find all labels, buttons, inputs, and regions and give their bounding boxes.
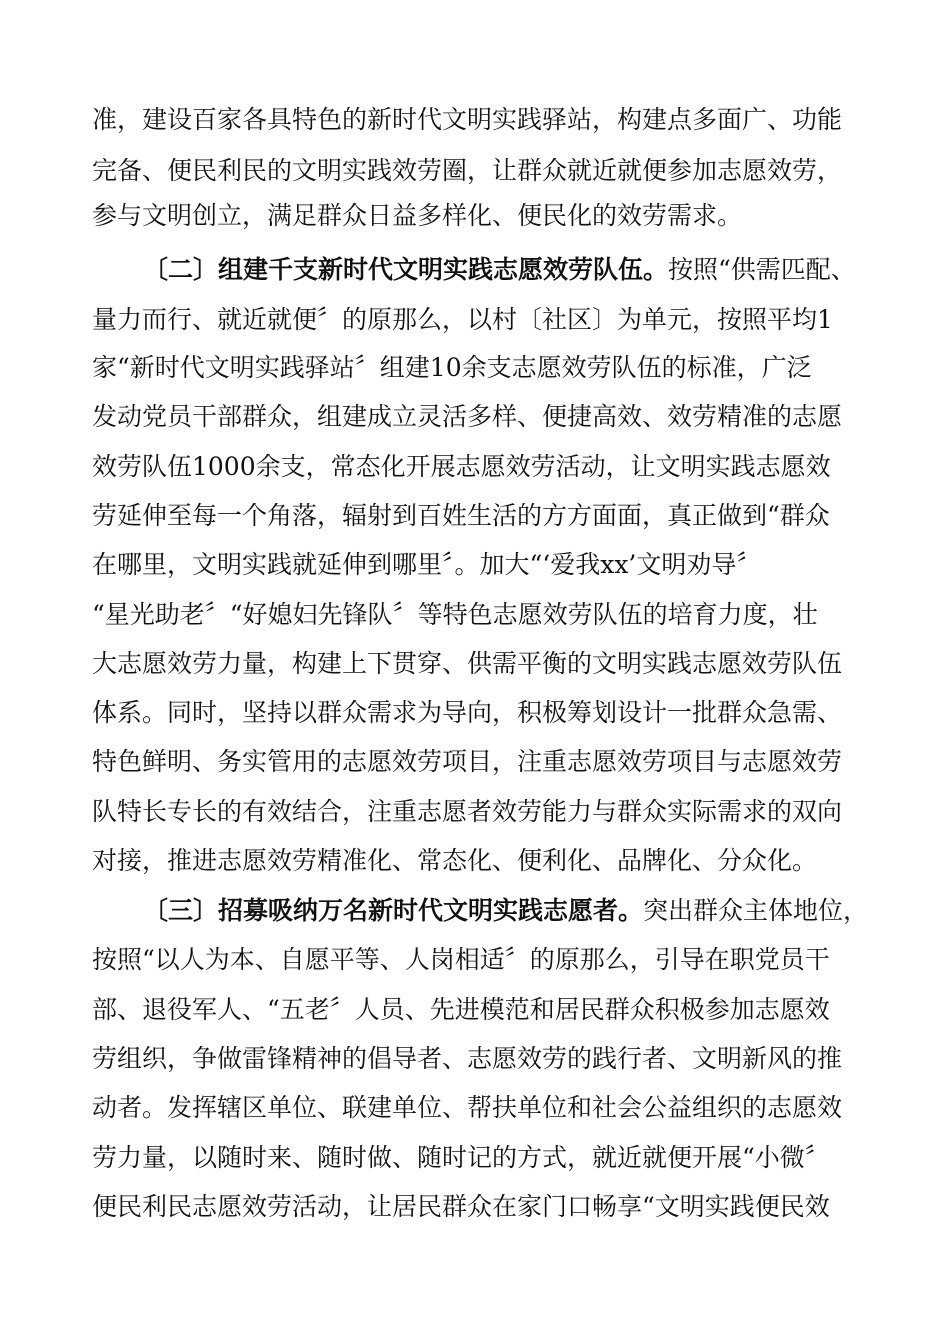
paragraph-line: 大志愿效劳力量，构建上下贯穿、供需平衡的文明实践志愿效劳队伍 bbox=[92, 649, 843, 678]
paragraph-line: 发动党员干部群众，组建成立灵活多样、便捷高效、效劳精准的志愿 bbox=[92, 402, 843, 431]
paragraph-line: 劳组织，争做雷锋精神的倡导者、志愿效劳的践行者、文明新风的推 bbox=[92, 1044, 843, 1073]
paragraph-line: 在哪里，文明实践就延伸到哪里〞。加大“‘爱我xx’文明劝导〞 bbox=[92, 550, 762, 579]
section-3-lead-text: 突出群众主体地位， bbox=[643, 896, 869, 925]
section-2-first-line bbox=[143, 250, 862, 290]
paragraph-line: 便民利民志愿效劳活动，让居民群众在家门口畅享“文明实践便民效 bbox=[92, 1192, 830, 1221]
section-2-heading: 〔二〕组建千支新时代文明实践志愿效劳队伍。 bbox=[143, 255, 669, 284]
paragraph-line: 队特长专长的有效结合，注重志愿者效劳能力与群众实际需求的双向 bbox=[92, 797, 843, 826]
paragraph-line: 对接，推进志愿效劳精准化、常态化、便利化、品牌化、分众化。 bbox=[92, 846, 818, 875]
paragraph-line: 家“新时代文明实践驿站〞组建10余支志愿效劳队伍的标准，广泛 bbox=[92, 353, 812, 382]
paragraph-line: 劳力量，以随时来、随时做、随时记的方式，就近就便开展“小微〞 bbox=[92, 1143, 830, 1172]
paragraph-line: 特色鲜明、务实管用的志愿效劳项目，注重志愿效劳项目与志愿效劳 bbox=[92, 747, 843, 776]
paragraph-line: 劳延伸至每一个角落，辐射到百姓生活的方方面面，真正做到“群众 bbox=[92, 501, 830, 530]
paragraph-line: 体系。同时，坚持以群众需求为导向，积极筹划设计一批群众急需、 bbox=[92, 698, 843, 727]
section-2-lead-text: 按照“供需匹配、 bbox=[668, 255, 856, 284]
paragraph-line: 效劳队伍1000余支，常态化开展志愿效劳活动，让文明实践志愿效 bbox=[92, 452, 831, 481]
paragraph-line: “星光助老〞“好媳妇先锋队〞等特色志愿效劳队伍的培育力度，壮 bbox=[92, 600, 818, 629]
paragraph-line: 准，建设百家各具特色的新时代文明实践驿站，构建点多面广、功能 bbox=[92, 105, 843, 134]
paragraph-line: 参与文明创立，满足群众日益多样化、便民化的效劳需求。 bbox=[92, 201, 743, 230]
paragraph-line: 完备、便民利民的文明实践效劳圈，让群众就近就便参加志愿效劳， bbox=[92, 156, 843, 185]
paragraph-line: 按照“以人为本、自愿平等、人岗相适〞的原那么，引导在职党员干 bbox=[92, 945, 830, 974]
paragraph-line: 部、退役军人、“五老〞人员、先进模范和居民群众积极参加志愿效 bbox=[92, 995, 830, 1024]
paragraph-line: 动者。发挥辖区单位、联建单位、帮扶单位和社会公益组织的志愿效 bbox=[92, 1093, 843, 1122]
section-3-first-line bbox=[143, 891, 869, 931]
paragraph-line: 量力而行、就近就便〞的原那么，以村〔社区〕为单元，按照平均1 bbox=[92, 305, 833, 334]
section-3-heading: 〔三〕招募吸纳万名新时代文明实践志愿者。 bbox=[143, 896, 644, 925]
